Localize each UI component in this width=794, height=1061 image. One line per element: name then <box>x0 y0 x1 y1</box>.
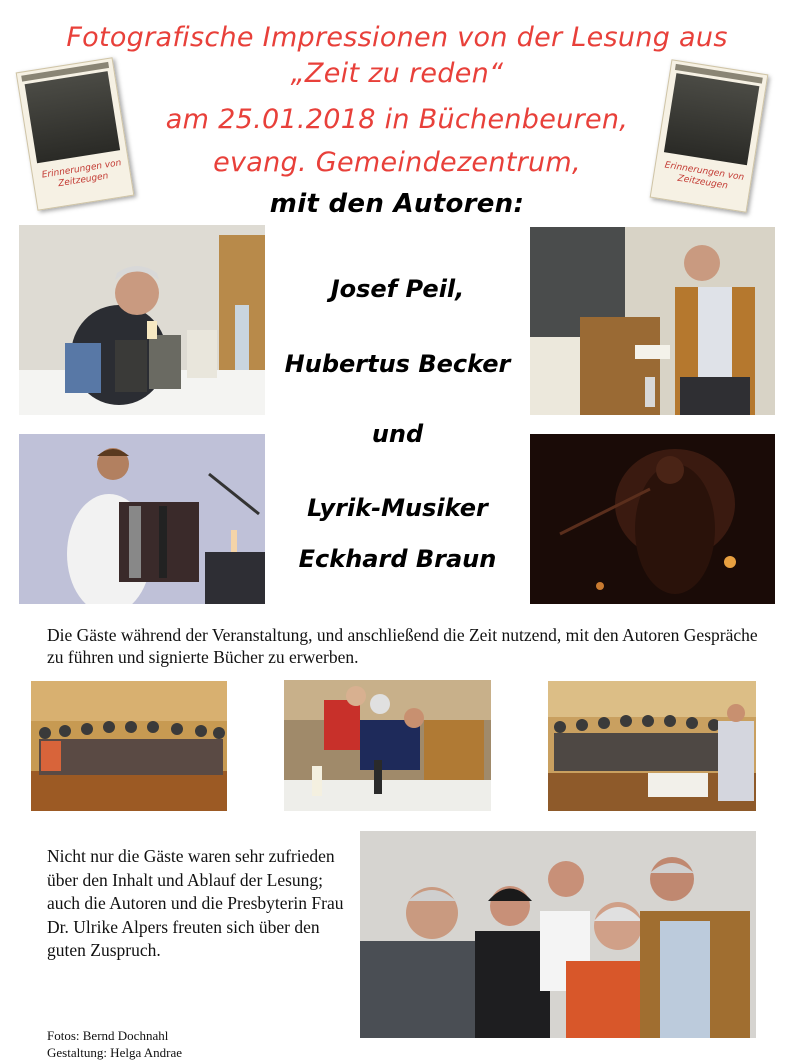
closing-text: Nicht nur die Gäste waren sehr zufrieden über den Inhalt und Ablauf der Lesung; auch die Autoren und die Presbyterin Frau Dr. Ulrike Alpers freuten sich über den guten Zuspruch. <box>47 846 344 960</box>
photo-group-portrait <box>360 831 756 1038</box>
book-cover-subtitle: Erinnerungen von Zeitzeugen <box>41 158 123 190</box>
performer-name-2: Hubertus Becker <box>284 350 511 378</box>
headline-line-4: evang. Gemeindezentrum, <box>213 147 581 178</box>
performer-name-1: Josef Peil, <box>330 275 465 303</box>
book-cover-photo <box>25 71 120 163</box>
credit-design: Gestaltung: Helga Andrae <box>47 1045 183 1060</box>
photo-audience-right <box>548 681 756 811</box>
photo-musician-silhouette <box>530 434 775 604</box>
headline-line-2: „Zeit zu reden“ <box>290 58 504 89</box>
photo-audience-left <box>31 681 227 811</box>
photo-book-signing <box>284 680 491 811</box>
performer-name-3: Lyrik-Musiker <box>307 494 488 522</box>
headline-line-3: am 25.01.2018 in Büchenbeuren, <box>165 104 629 135</box>
photo-accordion-player <box>19 434 265 604</box>
book-cover-photo <box>664 73 759 165</box>
performer-name-4: Eckhard Braun <box>298 545 497 573</box>
guests-caption: Die Gäste während der Veranstaltung, und anschließend die Zeit nutzend, mit den Autoren Gespräche zu führen und signierte Bücher zu erwerben. <box>47 625 758 667</box>
headline-line-5: mit den Autoren: <box>269 189 525 219</box>
photo-author-standing <box>530 227 775 415</box>
credit-photos: Fotos: Bernd Dochnahl <box>47 1028 169 1043</box>
headline-line-1: Fotografische Impressionen von der Lesung aus <box>66 22 728 53</box>
book-cover-subtitle: Erinnerungen von Zeitzeugen <box>663 160 745 192</box>
performer-connector: und <box>371 420 424 448</box>
photo-author-reading-table <box>19 225 265 415</box>
